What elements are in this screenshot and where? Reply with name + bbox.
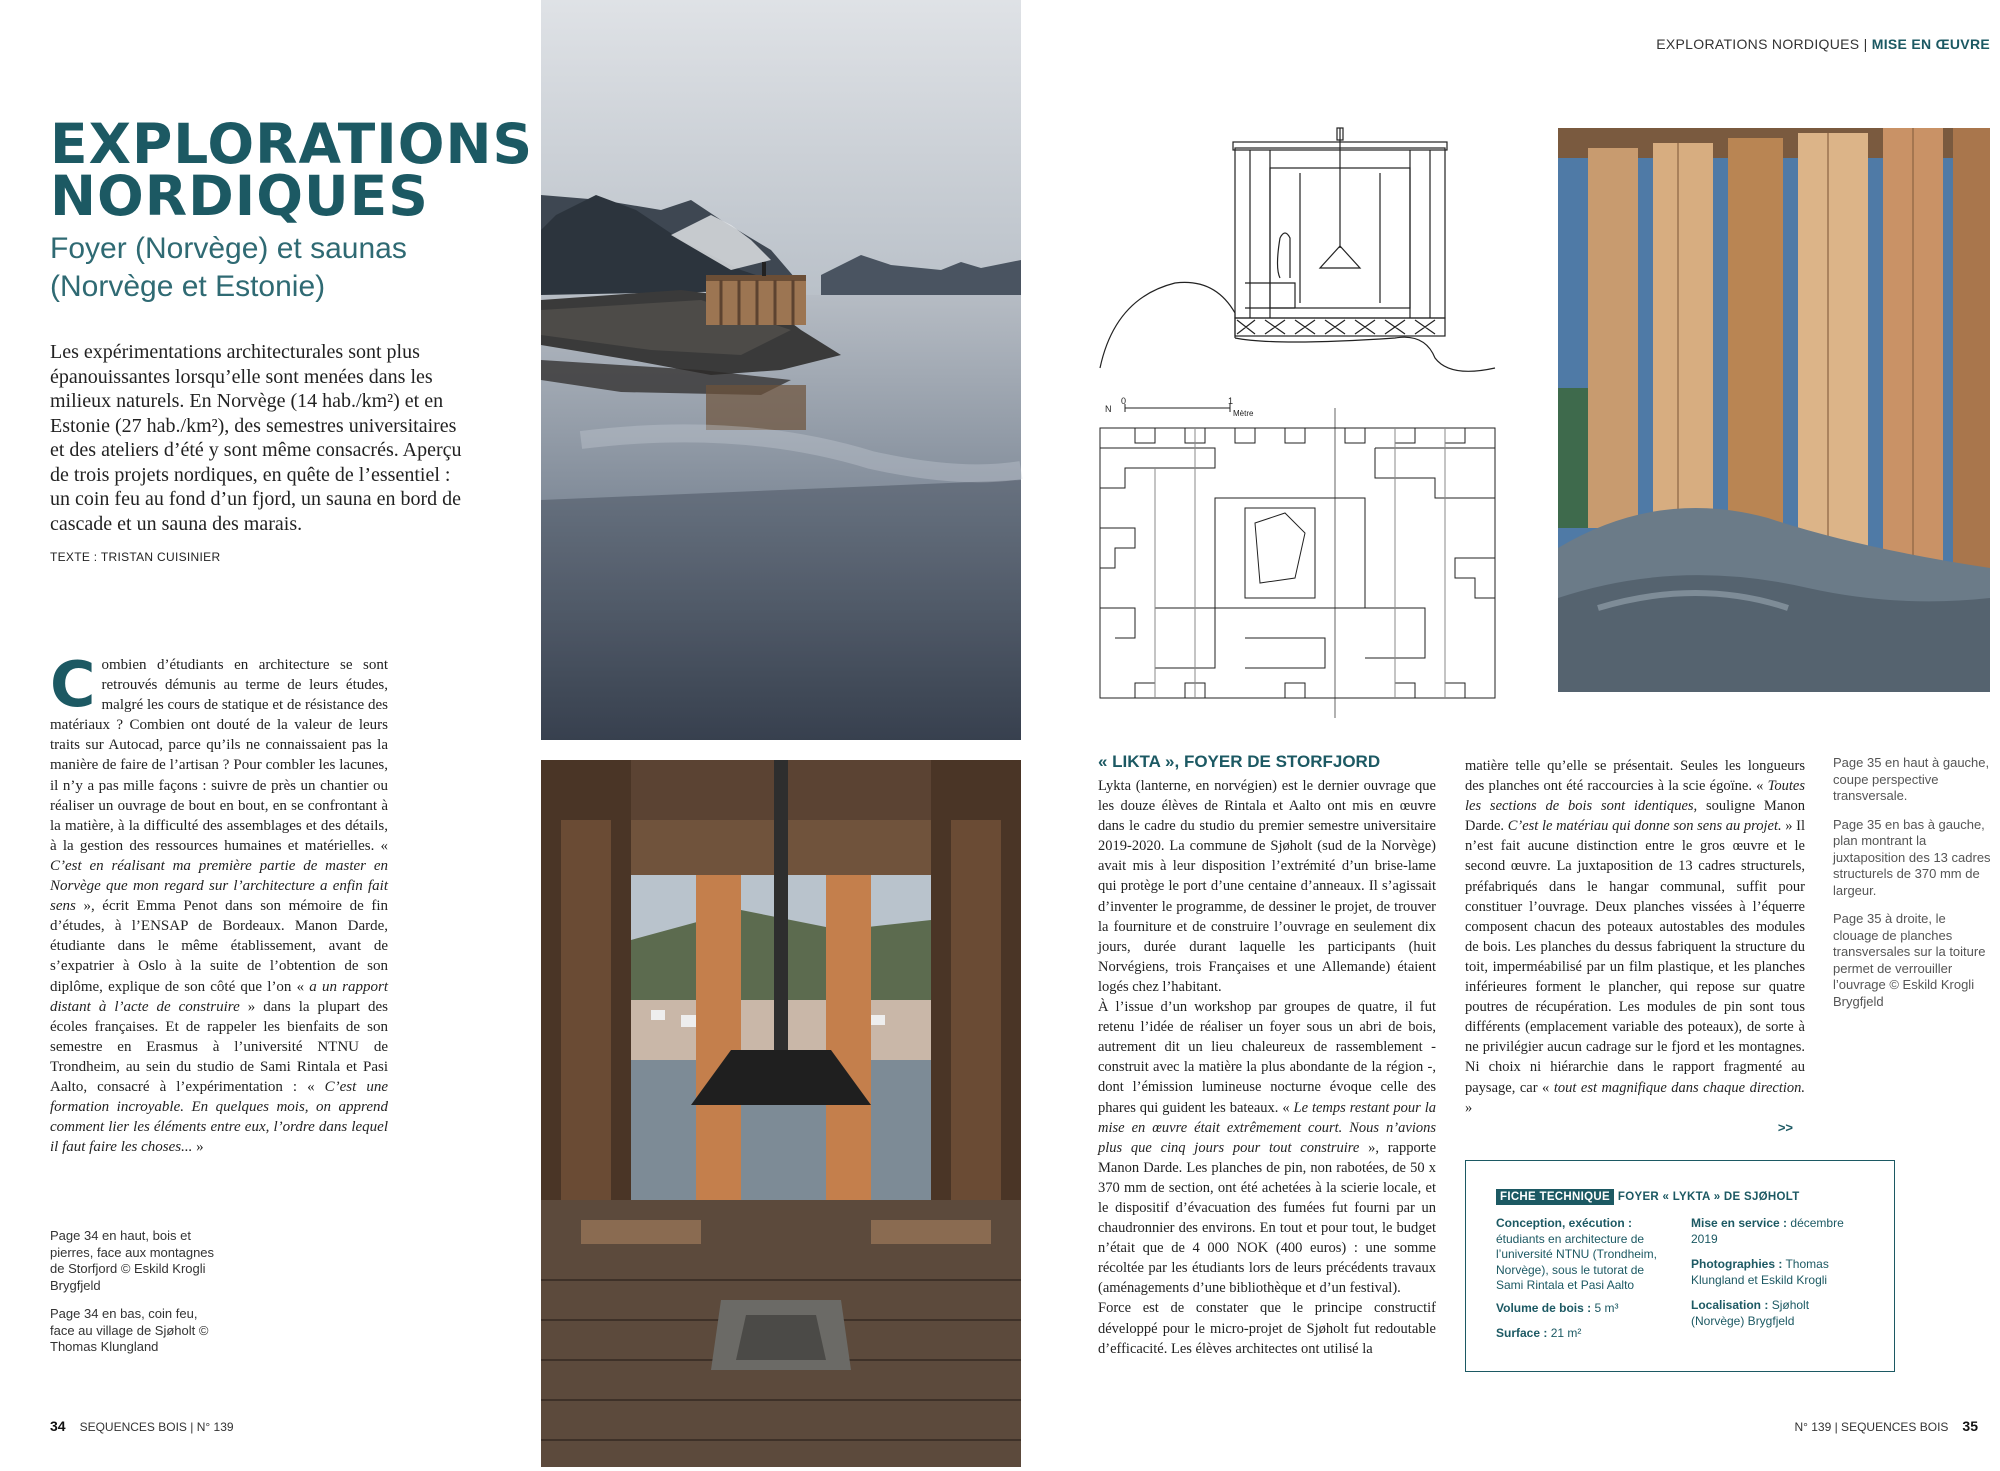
article-subtitle [50,230,470,306]
body-text: À l’issue d’un workshop par groupes de quatre, il fut retenu l’idée de réaliser un foyer sous un abri de bois, autrement dit un lieu chaleureux de rassemblement - construit avec la matière la plus abondante de la région -, dont l’émission lumineuse nocturne évoque celle des phares qui guident les bateaux. « [1098,999,1436,1116]
timber-frames-photo [1558,128,1990,692]
running-head [1656,36,1990,52]
body-text: », rapporte Manon Darde. Les planches de pin, non rabotées, de 50 x 370 mm de section, ont été achetées à la scierie locale, et le dispositif d’évacuation des fumées fut fourni par un chaudronnier des environs. En tout et pour tout, le budget n’était que de 4 000 NOK (400 euros) : une somme récoltée par les étudiants lors de leurs précédents travaux (aménagements d’une bibliothèque et d’un festival). [1098,1139,1437,1297]
quote-text: Toutes les sections de bois sont identiques, [1465,778,1805,815]
body-column-a [1098,776,1436,1376]
body-column-left [50,648,389,1157]
running-head-section: MISE EN ŒUVRE [1871,36,1990,52]
scale-unit-label: Mètre [1233,409,1254,418]
folio-right [1794,1418,1978,1434]
quote-text: C’est le matériau qui donne son sens au projet. [1507,818,1782,835]
quote-text: tout est magnifique dans chaque direction. [1553,1079,1806,1096]
interior-photo [541,760,1021,1467]
fiche-conception [1496,1216,1666,1294]
body-text: » [1465,1099,1473,1116]
fjord-photo-image [541,0,1021,740]
fiche-header [1496,1191,1800,1203]
drop-cap: C [50,648,96,721]
byline: TEXTE : TRISTAN CUISINIER [50,550,221,564]
fjord-photo [541,0,1021,740]
fiche-label: Conception, exécution : [1496,1216,1633,1230]
fiche-value: Sjøholt (Norvège) Brygfjeld [1691,1298,1810,1328]
quote-text: a un rapport distant à l’acte de construire [50,978,388,1015]
north-label: N [1105,404,1112,414]
continue-marker: >> [1777,1119,1793,1135]
plan-drawing-image [1095,396,1505,728]
timber-frames-photo-image [1558,128,1990,692]
fiche-service [1691,1216,1861,1247]
magazine-name: N° 139 | SEQUENCES BOIS [1794,1420,1949,1434]
fiche-surface [1496,1326,1666,1342]
page-number: 35 [1962,1418,1978,1434]
fiche-value: Thomas Klungland et Eskild Krogli [1691,1257,1829,1287]
fiche-heading: FOYER « LYKTA » DE SJØHOLT [1617,1191,1800,1203]
caption: Page 35 en haut à gauche, coupe perspective transversale. [1833,755,1990,803]
section-drawing-image [1095,128,1505,408]
fiche-label: Volume de bois : [1496,1301,1592,1315]
section-drawing [1095,128,1505,408]
fiche-volume [1496,1301,1666,1317]
title-line-2: NORDIQUES [50,164,429,228]
intro-paragraph: Les expérimentations architecturales sont plus épanouissantes lorsqu’elle sont menées dans les milieux naturels. En Norvège (14 hab./km²) et en Estonie (27 hab./km²), des semestres universitaires et des ateliers d’été y sont même consacrés. Aperçu de trois projets nordiques, en quête de l’essentiel : un coin feu au fond d’un fjord, un sauna en bord de cascade et un sauna des marais. [50,341,462,535]
body-text: » Il n’est fait aucune distinction entre le gros œuvre et le second œuvre. La juxtaposition de 13 cadres structurels, préfabriqués dans le hangar communal, suffit pour constituer l’ouvrage. Deux planches vissées à l’équerre composent chacun des poteaux autostables des modules de bois. Les planches du dessus fabriquent la structure du toit, imperméabilisé par un film plastique, et les planches inférieures forment le plancher, qui repose sur quatre poutres de récupération. Les modules de pin sont tous différents (emplacement variable des poteaux), de sorte à ne privilégier aucun cadrage sur le fjord et les montagnes. Ni choix ni hiérarchie dans le rapport fragmenté au paysage, car « [1465,818,1806,1096]
fiche-technique-box [1465,1160,1895,1372]
fiche-label: Photographies : [1691,1257,1783,1271]
page-number: 34 [50,1418,66,1434]
body-text: Lykta (lanterne, en norvégien) est le dernier ouvrage que les douze élèves de Rintala et Aalto ont mis en œuvre dans le cadre du studio du premier semestre universitaire 2019-2020. La commune de Sjøholt (sud de la Norvège) avait mis à leur disposition l’extrémité d’un brise-lame qui protège le port d’une centaine d’anneaux. Il s’agissait d’inventer le programme, de dessiner le projet, de trouver la fourniture et de construire l’ouvrage en seulement dix jours, durée durant laquelle les participants (huit Norvégiens, trois Françaises et une Allemande) étaient logés chez l’habitant. [1098,778,1436,995]
body-column-b [1465,756,1805,1138]
fiche-value: 5 m³ [1594,1301,1619,1315]
caption: Page 35 à droite, le clouage de planches transversales sur la toiture permet de verrouiller l’ouvrage © Eskild Krogli Brygfjeld [1833,911,1986,1009]
caption: Page 34 en haut, bois et pierres, face aux montagnes de Storfjord © Eskild Krogli Brygfjeld [50,1228,215,1293]
magazine-name: SEQUENCES BOIS | N° 139 [79,1420,234,1434]
article-title [50,112,534,228]
fiche-photos [1691,1257,1861,1288]
photo-captions-left [50,1228,220,1368]
fiche-label: Mise en service : [1691,1216,1788,1230]
body-text: » [192,1139,204,1156]
fiche-localisation [1691,1298,1861,1329]
subtitle-line-2: (Norvège et Estonie) [50,270,326,303]
caption: Page 35 en bas à gauche, plan montrant la juxtaposition des 13 cadres structurels de 370 mm de largeur. [1833,816,1991,898]
body-text: » dans la plupart des écoles françaises. Et de rappeler les bienfaits de son semestre en Erasmus à l’université NTNU de Trondheim, au sein du studio de Sami Rintala et Pasi Aalto, consacré à l’expérimentation : « [50,998,389,1095]
quote-text: Le temps restant pour la mise en œuvre était extrêmement court. Nous n’avions plus que cinq jours pour tout construire [1098,1099,1436,1156]
fiche-value: décembre 2019 [1691,1216,1844,1246]
quote-text: C’est une formation incroyable. En quelques mois, on apprend comment lier les éléments entre eux, l’ordre dans lequel il faut faire les choses... [50,1078,388,1156]
caption: Page 34 en bas, coin feu, face au village de Sjøholt © Thomas Klungland [50,1306,209,1354]
fiche-value: 21 m² [1550,1326,1582,1340]
body-text: », écrit Emma Penot dans son mémoire de fin d’études, à l’ENSAP de Bordeaux. Manon Darde, étudiante dans le même établissement, avant de s’expatrier à Oslo à la suite de l’obtention de son diplôme, explique de son côté que l’on « [50,898,388,995]
title-line-1: EXPLORATIONS [50,112,534,176]
folio-left [50,1418,234,1434]
scale-one-label: 1 [1228,396,1234,406]
photo-captions-right [1833,755,1993,1022]
running-head-text: EXPLORATIONS NORDIQUES | [1656,36,1872,52]
body-text: Force est de constater que le principe constructif développé pour le micro-projet de Sjøholt fut redoutable d’efficacité. Les élèves architectes ont utilisé la [1098,1300,1436,1357]
fiche-label: Localisation : [1691,1298,1769,1312]
body-text: souligne Manon Darde. [1465,798,1806,835]
subtitle-line-1: Foyer (Norvège) et saunas [50,232,407,265]
body-text: matière telle qu’elle se présentait. Seules les longueurs des planches ont été raccourcies à la scie égoïne. « [1465,758,1805,795]
fiche-label: Surface : [1496,1326,1548,1340]
fiche-value: étudiants en architecture de l’université NTNU (Trondheim, Norvège), sous le tutorat de Sami Rintala et Pasi Aalto [1496,1231,1657,1292]
scale-zero-label: 0 [1121,396,1127,406]
section-title: « LIKTA », FOYER DE STORFJORD [1098,752,1381,771]
interior-photo-image [541,760,1021,1467]
plan-drawing [1095,396,1505,728]
body-text: ombien d’étudiants en architecture se sont retrouvés démunis au terme de leurs études, malgré les cours de statique et de résistance des matériaux ? Combien ont douté de la valeur de leurs traits sur Autocad, parce qu’ils ne connaissaient pas la manière de faire de l’artisan ? Pour combler les lacunes, il n’y a pas mille façons : suivre de près un chantier ou réaliser un ouvrage de bout en bout, en se confrontant à la matière, à la difficulté des assemblages et des détails, à la gestion des ressources humaines et matérielles. « [50,657,388,854]
quote-text: C’est en réalisant ma première partie de master en Norvège que mon regard sur l’architecture a enfin fait sens [50,857,388,915]
fiche-badge: FICHE TECHNIQUE [1496,1189,1614,1205]
